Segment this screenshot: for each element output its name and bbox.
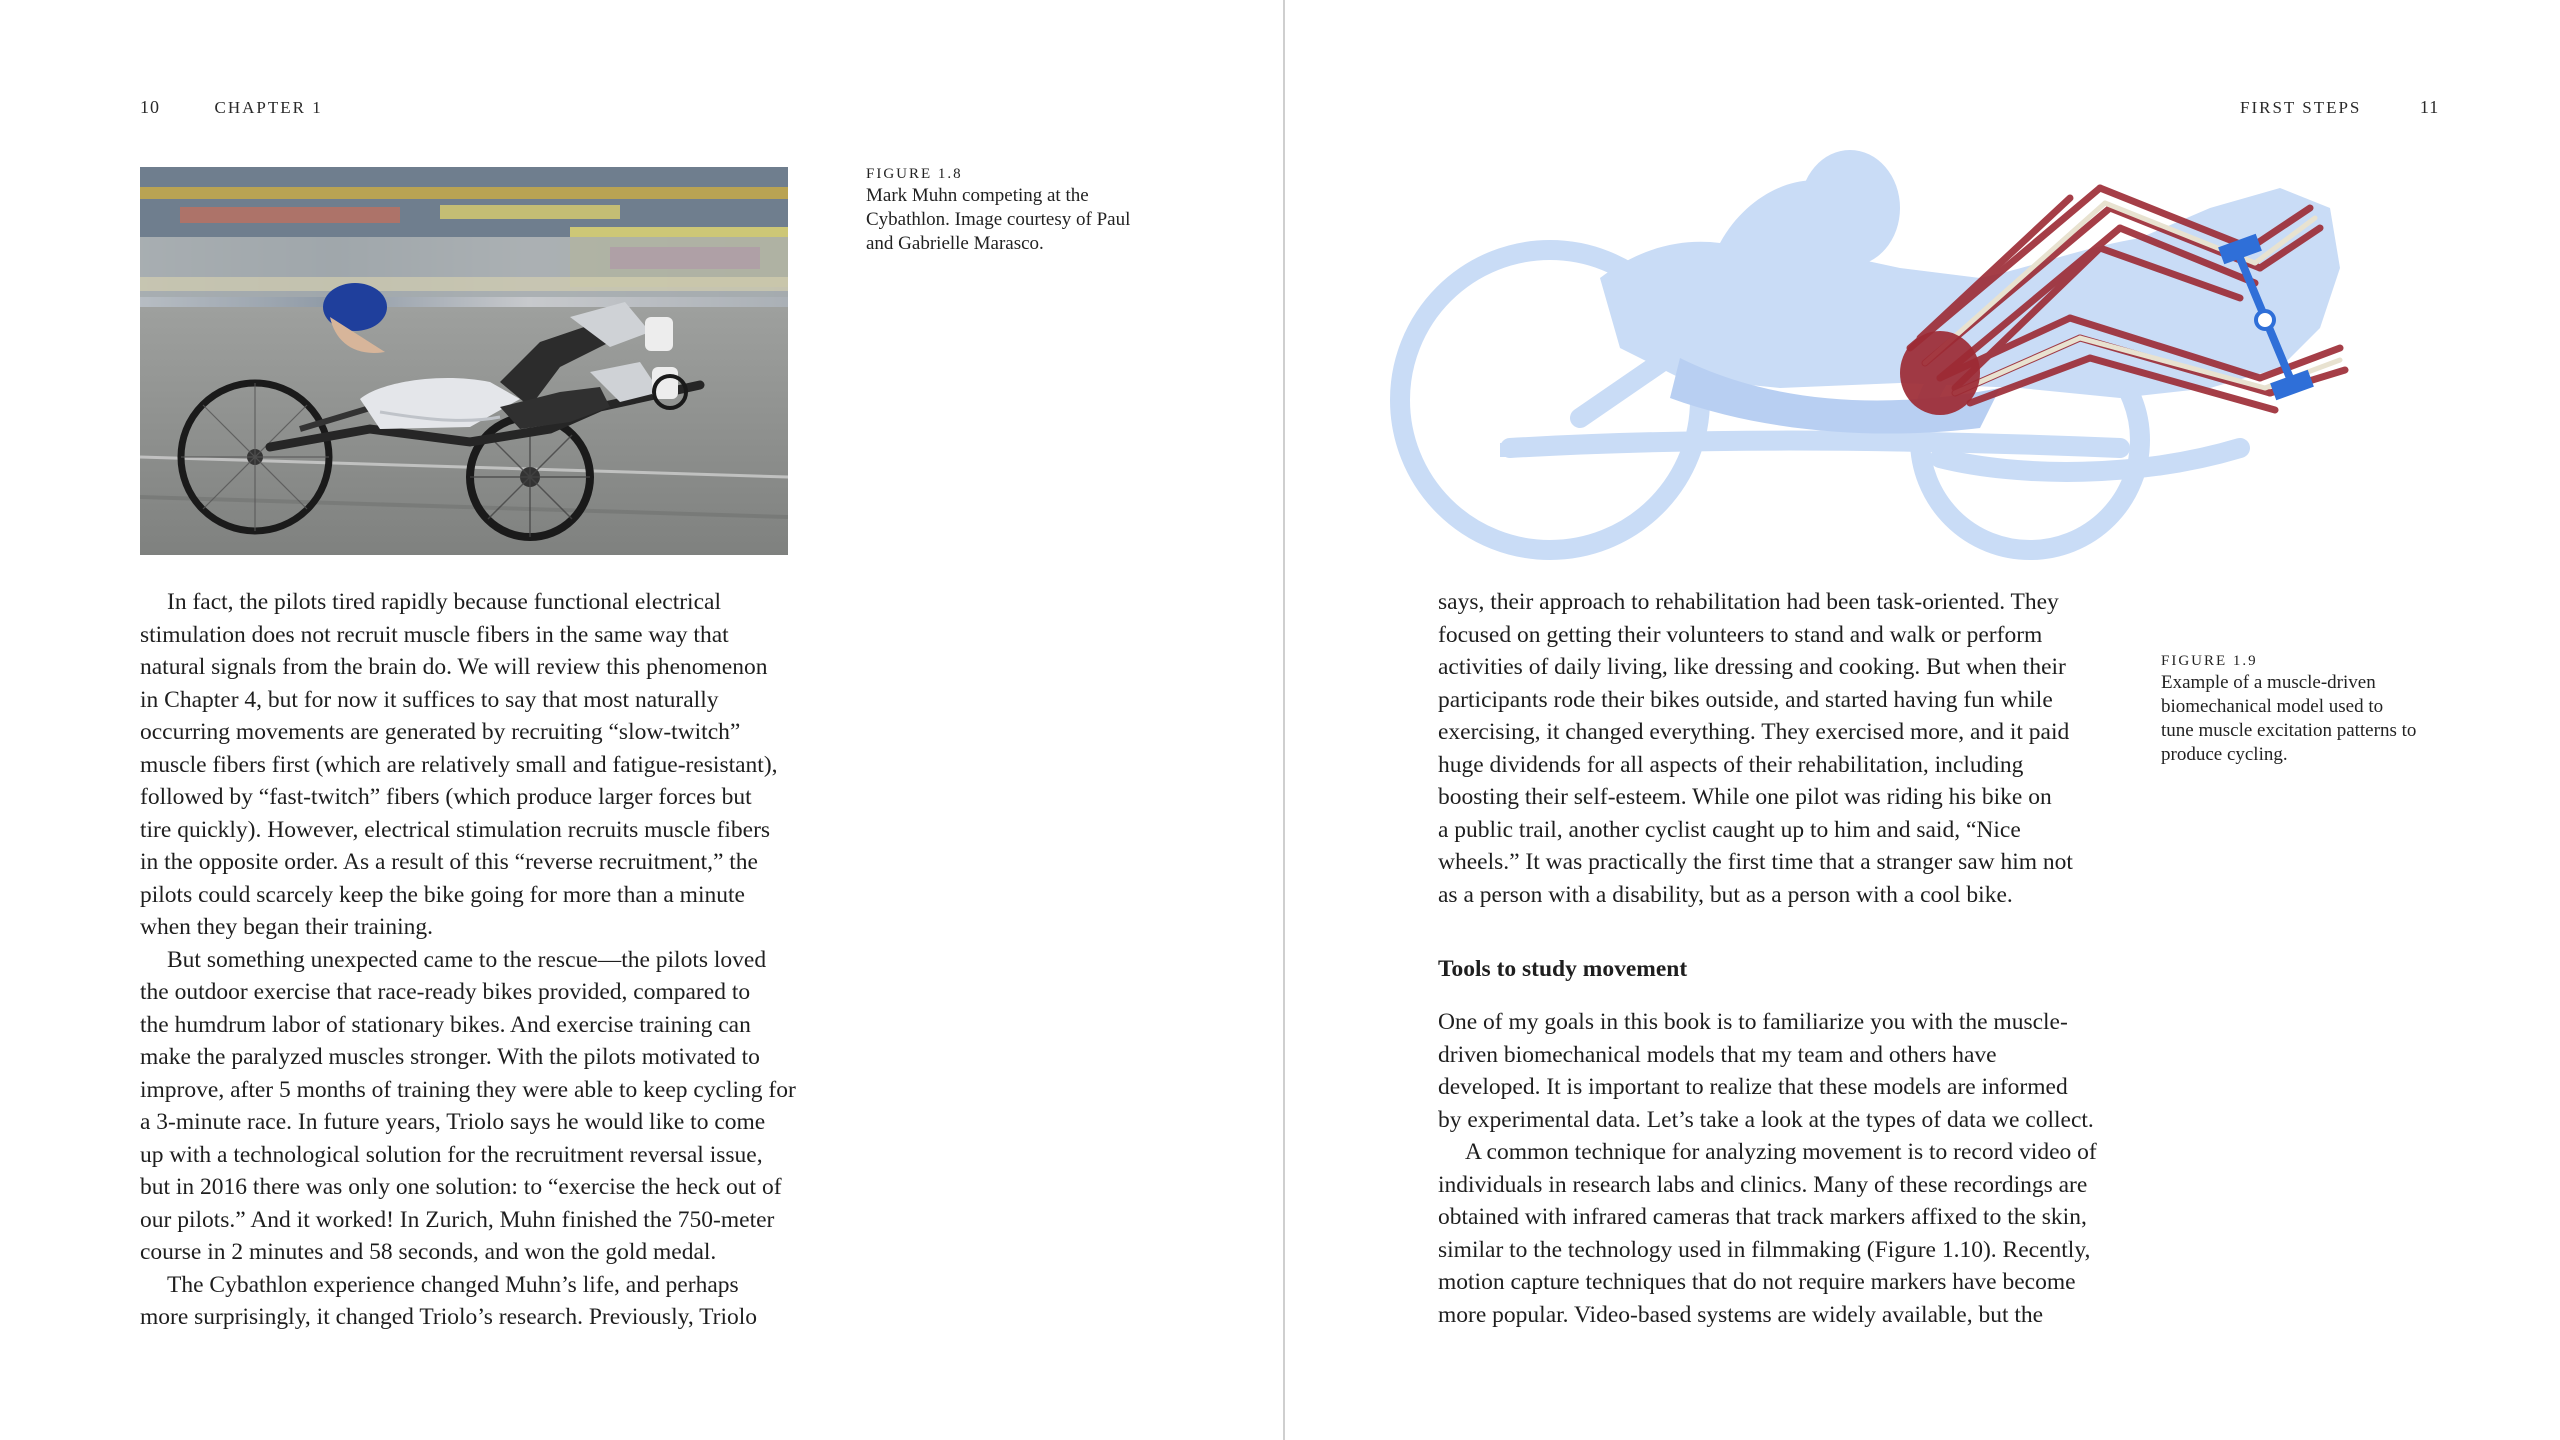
- figure-1-8-photo: [140, 167, 788, 555]
- text-line: wheels.” It was practically the first time that a stranger saw him not: [1438, 849, 2073, 875]
- body-text-right-bottom: [1438, 1006, 2097, 1331]
- caption-line: biomechanical model used to: [2161, 696, 2384, 717]
- figure-1-8-caption: [866, 164, 1186, 256]
- text-line: One of my goals in this book is to familiarize you with the muscle-: [1438, 1009, 2068, 1035]
- text-line: individuals in research labs and clinics. Many of these recordings are: [1438, 1171, 2088, 1198]
- text-line: make the paralyzed muscles stronger. With the pilots motivated to: [140, 1044, 760, 1070]
- book-gutter: [1283, 0, 1285, 1440]
- text-line: a public trail, another cyclist caught up to him and said, “Nice: [1438, 816, 2021, 843]
- text-line: developed. It is important to realize that these models are informed: [1438, 1074, 2068, 1100]
- text-line: natural signals from the brain do. We will review this phenomenon: [140, 654, 768, 680]
- text-line: obtained with infrared cameras that track markers affixed to the skin,: [1438, 1204, 2087, 1230]
- text-line: up with a technological solution for the recruitment reversal issue,: [140, 1141, 763, 1168]
- chapter-title: CHAPTER 1: [214, 98, 323, 117]
- text-line: A common technique for analyzing movement is to record video of: [1465, 1139, 2097, 1165]
- text-line: occurring movements are generated by recruiting “slow-twitch”: [140, 719, 741, 745]
- text-line: course in 2 minutes and 58 seconds, and won the gold medal.: [140, 1239, 717, 1265]
- text-line: boosting their self-esteem. While one pilot was riding his bike on: [1438, 784, 2052, 810]
- text-line: more surprisingly, it changed Triolo’s research. Previously, Triolo: [140, 1304, 758, 1330]
- text-line: improve, after 5 months of training they were able to keep cycling for: [140, 1076, 796, 1103]
- page-number-right: 11: [2419, 97, 2440, 117]
- figure-1-9-caption: [2161, 651, 2481, 767]
- caption-line: Mark Muhn competing at the: [866, 185, 1089, 206]
- text-line: The Cybathlon experience changed Muhn’s life, and perhaps: [167, 1271, 739, 1298]
- text-line: exercising, it changed everything. They exercised more, and it paid: [1438, 719, 2070, 745]
- text-line: more popular. Video-based systems are widely available, but the: [1438, 1301, 2044, 1328]
- page-number-left: 10: [140, 97, 160, 117]
- text-line: when they began their training.: [140, 914, 434, 940]
- caption-line: tune muscle excitation patterns to: [2161, 720, 2417, 741]
- text-line: activities of daily living, like dressing and cooking. But when their: [1438, 654, 2066, 680]
- text-line: motion capture techniques that do not require markers have become: [1438, 1269, 2076, 1295]
- section-heading: Tools to study movement: [1438, 956, 1688, 982]
- text-line: the humdrum labor of stationary bikes. And exercise training can: [140, 1011, 751, 1038]
- text-line: followed by “fast-twitch” fibers (which produce larger forces but: [140, 784, 752, 810]
- caption-line: produce cycling.: [2161, 744, 2288, 765]
- caption-line: Example of a muscle-driven: [2161, 672, 2376, 693]
- text-line: the outdoor exercise that race-ready bikes provided, compared to: [140, 979, 751, 1005]
- text-line: stimulation does not recruit muscle fibers in the same way that: [140, 621, 729, 648]
- caption-line: Cybathlon. Image courtesy of Paul: [866, 209, 1131, 230]
- text-line: a 3-minute race. In future years, Triolo says he would like to come: [140, 1109, 766, 1135]
- text-line: tire quickly). However, electrical stimulation recruits muscle fibers: [140, 816, 771, 843]
- text-line: says, their approach to rehabilitation had been task-oriented. They: [1438, 589, 2059, 615]
- section-running-title: FIRST STEPS: [2240, 98, 2362, 117]
- text-line: pilots could scarcely keep the bike going for more than a minute: [140, 881, 745, 908]
- text-line: as a person with a disability, but as a person with a cool bike.: [1438, 881, 2013, 908]
- running-head-right: [2240, 97, 2439, 118]
- text-line: But something unexpected came to the rescue—the pilots loved: [167, 946, 767, 973]
- text-line: similar to the technology used in filmmaking (Figure 1.10). Recently,: [1438, 1236, 2091, 1263]
- text-line: in Chapter 4, but for now it suffices to say that most naturally: [140, 686, 719, 713]
- text-line: In fact, the pilots tired rapidly because functional electrical: [167, 589, 721, 615]
- body-text-left: [140, 586, 796, 1334]
- figure-label: FIGURE 1.9: [2161, 653, 2258, 669]
- body-text-right-top: [1438, 586, 2073, 911]
- figure-1-9-illustration: [1380, 148, 2420, 568]
- text-line: huge dividends for all aspects of their rehabilitation, including: [1438, 751, 2024, 778]
- text-line: our pilots.” And it worked! In Zurich, Muhn finished the 750-meter: [140, 1206, 775, 1233]
- text-line: by experimental data. Let’s take a look at the types of data we collect.: [1438, 1106, 2094, 1133]
- running-head-left: [140, 97, 323, 118]
- figure-label: FIGURE 1.8: [866, 166, 963, 182]
- text-line: driven biomechanical models that my team and others have: [1438, 1041, 1997, 1068]
- text-line: but in 2016 there was only one solution: to “exercise the heck out of: [140, 1174, 782, 1200]
- caption-line: and Gabrielle Marasco.: [866, 233, 1044, 254]
- text-line: muscle fibers first (which are relatively small and fatigue-resistant),: [140, 751, 778, 778]
- text-line: focused on getting their volunteers to stand and walk or perform: [1438, 621, 2043, 648]
- text-line: participants rode their bikes outside, and started having fun while: [1438, 686, 2053, 713]
- text-line: in the opposite order. As a result of this “reverse recruitment,” the: [140, 849, 758, 875]
